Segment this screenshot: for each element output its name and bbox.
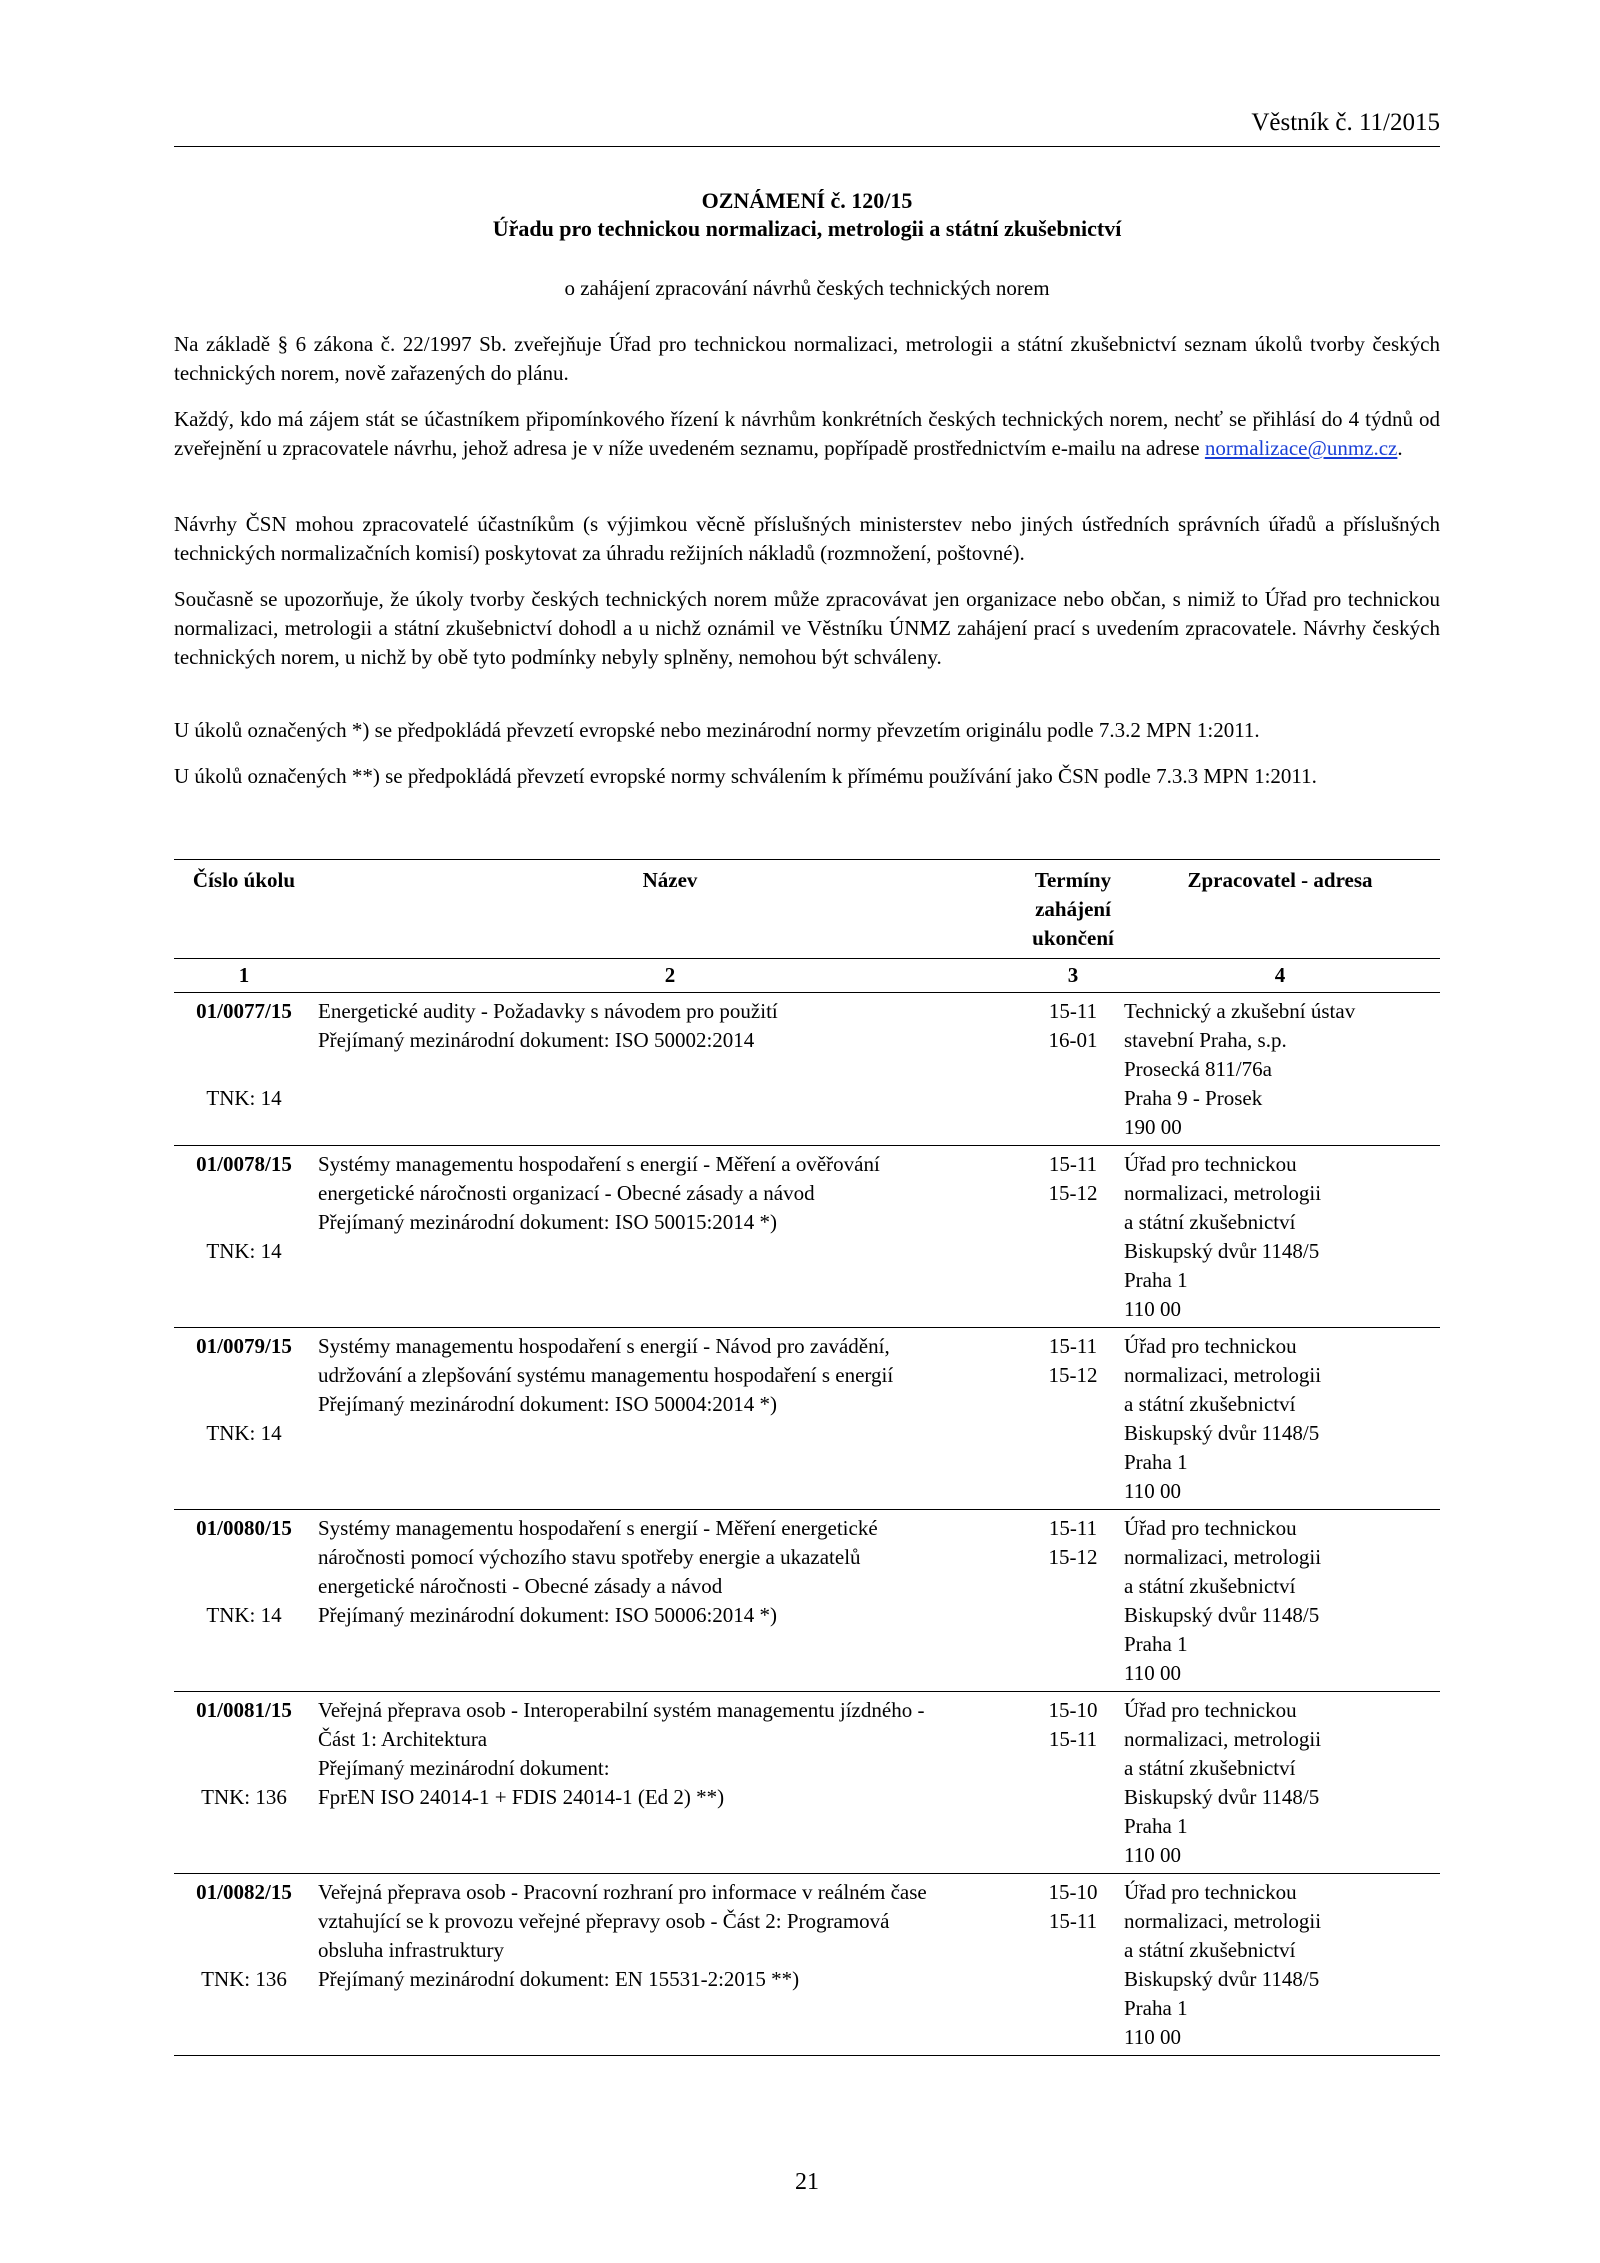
address-line: Úřad pro technickou (1124, 1880, 1297, 1904)
address-line: Biskupský dvůr 1148/5 (1124, 1603, 1320, 1627)
address-line: a státní zkušebnictví (1124, 1574, 1296, 1598)
task-cell (174, 1510, 314, 1692)
tnk-committee: TNK: 136 (201, 1785, 287, 1809)
end-date: 15-11 (1048, 1727, 1098, 1751)
paragraph-legal-basis: Na základě § 6 zákona č. 22/1997 Sb. zveřejňuje Úřad pro technickou normalizaci, metrologii a státní zkušebnictví seznam úkolů tvorby českých technických norem, nově zařazených do plánu. (174, 332, 1440, 385)
journal-header (174, 108, 1440, 147)
tnk-committee: TNK: 14 (206, 1086, 282, 1110)
page-number: 21 (795, 2169, 819, 2195)
task-name-line: Veřejná přeprava osob - Pracovní rozhraní pro informace v reálném čase (318, 1880, 927, 1904)
column-number: 3 (1026, 959, 1120, 993)
task-number: 01/0078/15 (196, 1152, 292, 1176)
address-line: normalizaci, metrologii (1124, 1181, 1322, 1205)
task-name-cell (314, 1146, 1026, 1328)
task-name-cell (314, 1510, 1026, 1692)
announcement-subject: o zahájení zpracování návrhů českých technických norem (564, 276, 1050, 300)
task-name-line: Přejímaný mezinárodní dokument: ISO 50004:2014 *) (318, 1392, 778, 1416)
address-line: Biskupský dvůr 1148/5 (1124, 1785, 1320, 1809)
processor-address-cell (1120, 993, 1440, 1146)
address-line: 110 00 (1124, 1843, 1181, 1867)
address-line: Úřad pro technickou (1124, 1152, 1297, 1176)
task-name-line: vztahující se k provozu veřejné přepravy osob - Část 2: Programová (318, 1909, 890, 1933)
paragraph-drafts: Návrhy ČSN mohou zpracovatelé účastníkům (s výjimkou věcně příslušných ministerstev nebo jiných ústředních správních úřadů a příslušných technických normalizačních komisí) poskytovat za úhradu režijních nákladů (rozmnožení, poštovné). (174, 512, 1440, 565)
dates-cell (1026, 1874, 1120, 2056)
address-line: Technický a zkušební ústav (1124, 999, 1356, 1023)
start-date: 15-10 (1048, 1880, 1098, 1904)
tnk-committee: TNK: 14 (206, 1421, 282, 1445)
header-dates-line1: Termíny (1034, 868, 1112, 892)
task-name-line: Přejímaný mezinárodní dokument: ISO 50002:2014 (318, 1028, 755, 1052)
address-line: a státní zkušebnictví (1124, 1938, 1296, 1962)
address-line: Úřad pro technickou (1124, 1698, 1297, 1722)
task-name-line: náročnosti pomocí výchozího stavu spotřeby energie a ukazatelů (318, 1545, 861, 1569)
address-line: 110 00 (1124, 1661, 1181, 1685)
task-name-line: Část 1: Architektura (318, 1727, 488, 1751)
processor-address-cell (1120, 1146, 1440, 1328)
task-cell (174, 993, 314, 1146)
task-name-cell (314, 1874, 1026, 2056)
processor-address-cell (1120, 1510, 1440, 1692)
table-row (174, 1874, 1440, 2056)
column-number: 1 (174, 959, 314, 993)
task-number: 01/0080/15 (196, 1516, 292, 1540)
address-line: normalizaci, metrologii (1124, 1363, 1322, 1387)
task-cell (174, 1692, 314, 1874)
paragraph-notice: Současně se upozorňuje, že úkoly tvorby českých technických norem může zpracovávat jen organizace nebo občan, s nimiž to Úřad pro technickou normalizaci, metrologii a státní zkušebnictví dohodl a u nichž oznámil ve Věstníku ÚNMZ zahájení prací s uvedením zpracovatele. Návrhy českých technických norem, u nichž by obě tyto podmínky nebyly splněny, nemohou být schváleny. (174, 587, 1440, 669)
task-name-line: energetické náročnosti organizací - Obecné zásady a návod (318, 1181, 815, 1205)
address-line: a státní zkušebnictví (1124, 1210, 1296, 1234)
email-link[interactable]: normalizace@unmz.cz (1204, 436, 1398, 460)
task-cell (174, 1328, 314, 1510)
task-name-line: obsluha infrastruktury (318, 1938, 505, 1962)
address-line: a státní zkušebnictví (1124, 1392, 1296, 1416)
address-line: normalizaci, metrologii (1124, 1909, 1322, 1933)
task-number: 01/0077/15 (196, 999, 292, 1023)
header-processor: Zpracovatel - adresa (1120, 860, 1440, 959)
paragraph-participation (174, 405, 1440, 463)
address-line: 110 00 (1124, 2025, 1181, 2049)
task-name-line: Systémy managementu hospodaření s energií - Měření a ověřování (318, 1152, 880, 1176)
header-dates (1026, 860, 1120, 959)
start-date: 15-11 (1048, 1516, 1098, 1540)
task-name-line: Systémy managementu hospodaření s energií - Měření energetické (318, 1516, 878, 1540)
dates-cell (1026, 1510, 1120, 1692)
task-name-line: Přejímaný mezinárodní dokument: ISO 50006:2014 *) (318, 1603, 778, 1627)
column-number: 4 (1120, 959, 1440, 993)
task-name-cell (314, 993, 1026, 1146)
end-date: 15-12 (1048, 1181, 1098, 1205)
task-number: 01/0082/15 (196, 1880, 292, 1904)
task-cell (174, 1146, 314, 1328)
processor-address-cell (1120, 1692, 1440, 1874)
dates-cell (1026, 1146, 1120, 1328)
paragraph-note-double-star: U úkolů označených **) se předpokládá převzetí evropské normy schválením k přímému používání jako ČSN podle 7.3.3 MPN 1:2011. (174, 764, 1317, 788)
table-row (174, 993, 1440, 1146)
task-name-line: Přejímaný mezinárodní dokument: (318, 1756, 610, 1780)
table-row (174, 1146, 1440, 1328)
address-line: Praha 9 - Prosek (1124, 1086, 1263, 1110)
task-name-line: energetické náročnosti - Obecné zásady a návod (318, 1574, 723, 1598)
address-line: 110 00 (1124, 1479, 1181, 1503)
tnk-committee: TNK: 14 (206, 1239, 282, 1263)
address-line: 190 00 (1124, 1115, 1182, 1139)
end-date: 15-12 (1048, 1545, 1098, 1569)
issuing-office: Úřadu pro technickou normalizaci, metrologii a státní zkušebnictví (492, 216, 1122, 241)
announcement-title: OZNÁMENÍ č. 120/15 (701, 188, 913, 213)
address-line: Praha 1 (1124, 1814, 1188, 1838)
header-dates-line2: zahájení (1035, 897, 1111, 921)
address-line: stavební Praha, s.p. (1124, 1028, 1287, 1052)
address-line: Úřad pro technickou (1124, 1334, 1297, 1358)
table-row (174, 1692, 1440, 1874)
tnk-committee: TNK: 136 (201, 1967, 287, 1991)
task-name-line: Systémy managementu hospodaření s energií - Návod pro zavádění, (318, 1334, 890, 1358)
address-line: normalizaci, metrologii (1124, 1727, 1322, 1751)
header-name: Název (314, 860, 1026, 959)
start-date: 15-11 (1048, 1334, 1098, 1358)
address-line: Biskupský dvůr 1148/5 (1124, 1239, 1320, 1263)
end-date: 15-12 (1048, 1363, 1098, 1387)
table-row (174, 1328, 1440, 1510)
header-dates-line3: ukončení (1032, 926, 1114, 950)
header-task-number: Číslo úkolu (174, 860, 314, 959)
table-header-row (174, 860, 1440, 959)
task-name-line: Přejímaný mezinárodní dokument: EN 15531-2:2015 **) (318, 1967, 800, 1991)
processor-address-cell (1120, 1874, 1440, 2056)
task-name-cell (314, 1328, 1026, 1510)
task-number: 01/0079/15 (196, 1334, 292, 1358)
address-line: Úřad pro technickou (1124, 1516, 1297, 1540)
task-name-line: FprEN ISO 24014-1 + FDIS 24014-1 (Ed 2) **) (318, 1785, 725, 1809)
start-date: 15-10 (1048, 1698, 1098, 1722)
task-number: 01/0081/15 (196, 1698, 292, 1722)
address-line: normalizaci, metrologii (1124, 1545, 1322, 1569)
task-name-line: Přejímaný mezinárodní dokument: ISO 50015:2014 *) (318, 1210, 778, 1234)
task-name-line: Veřejná přeprava osob - Interoperabilní systém managementu jízdného - (318, 1698, 925, 1722)
paragraph-note-single-star: U úkolů označených *) se předpokládá převzetí evropské nebo mezinárodní normy převzetím originálu podle 7.3.2 MPN 1:2011. (174, 718, 1260, 742)
start-date: 15-11 (1048, 999, 1098, 1023)
address-line: Biskupský dvůr 1148/5 (1124, 1421, 1320, 1445)
address-line: Praha 1 (1124, 1996, 1188, 2020)
address-line: 110 00 (1124, 1297, 1181, 1321)
task-cell (174, 1874, 314, 2056)
address-line: Praha 1 (1124, 1632, 1188, 1656)
start-date: 15-11 (1048, 1152, 1098, 1176)
processor-address-cell (1120, 1328, 1440, 1510)
address-line: a státní zkušebnictví (1124, 1756, 1296, 1780)
journal-issue: Věstník č. 11/2015 (1251, 109, 1440, 136)
address-line: Biskupský dvůr 1148/5 (1124, 1967, 1320, 1991)
task-name-line: Energetické audity - Požadavky s návodem pro použití (318, 999, 778, 1023)
address-line: Praha 1 (1124, 1268, 1188, 1292)
table-row (174, 1510, 1440, 1692)
paragraph-participation-text: Každý, kdo má zájem stát se účastníkem připomínkového řízení k návrhům konkrétních českých technických norem, nechť se přihlásí do 4 týdnů od zveřejnění u zpracovatele návrhu, jehož adresa je v níže uvedeném seznamu, popřípadě prostřednictvím e-mailu na adrese (174, 407, 1440, 460)
tasks-table (174, 859, 1440, 2056)
address-line: Prosecká 811/76a (1124, 1057, 1272, 1081)
tnk-committee: TNK: 14 (206, 1603, 282, 1627)
task-name-line: udržování a zlepšování systému managementu hospodaření s energií (318, 1363, 894, 1387)
column-number-row (174, 959, 1440, 993)
task-name-cell (314, 1692, 1026, 1874)
column-number: 2 (314, 959, 1026, 993)
paragraph-participation-end: . (1397, 436, 1403, 460)
address-line: Praha 1 (1124, 1450, 1188, 1474)
dates-cell (1026, 1328, 1120, 1510)
end-date: 15-11 (1048, 1909, 1098, 1933)
dates-cell (1026, 1692, 1120, 1874)
dates-cell (1026, 993, 1120, 1146)
end-date: 16-01 (1048, 1028, 1098, 1052)
